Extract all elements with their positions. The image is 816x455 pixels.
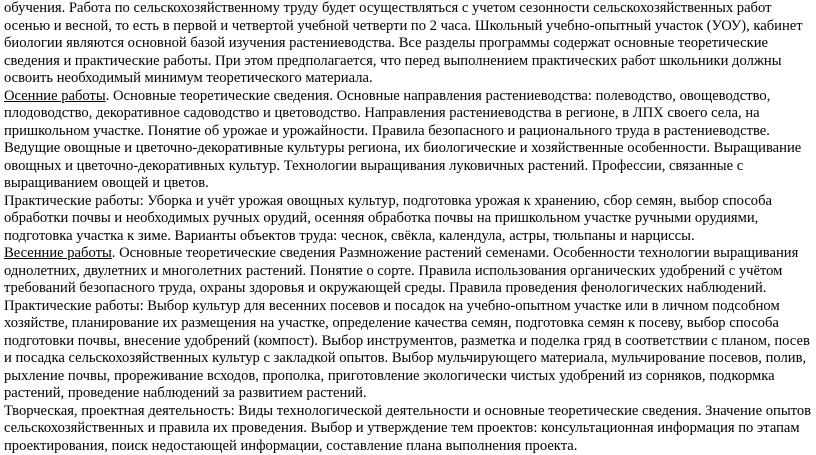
autumn-theory-paragraph	[4, 88, 812, 193]
autumn-theory-text: . Основные теоретические сведения. Основные направления растениеводства: полеводство, овощеводство, плодоводство, декоративное садоводство и цветоводство. Направления растениеводства в регионе, в ЛПХ своего села, на пришкольном участке. Понятие об урожае и урожайности. Правила безопасного и рационального труда в растениеводстве. Ведущие овощные и цветочно-декоративные культуры региона, их биологические и хозяйственные особенности. Выращивание овощных и цветочно-декоративных культур. Технологии выращивания луковичных растений. Профессии, связанные с выращиванием овощей и цветов.	[4, 88, 801, 192]
autumn-works-heading: Осенние работы	[4, 88, 106, 104]
spring-practical-paragraph: Практические работы: Выбор культур для весенних посевов и посадок на учебно-опытном участке или в личном подсобном хозяйстве, планирование их размещения на участке, определение качества семян, подготовка семян к посеву, выбор способа подготовки почвы, внесение удобрений (компост). Выбор инструментов, разметка и поделка гряд в соответствии с планом, посев и посадка сельскохозяйственных культур с закладкой опытов. Выбор мульчирующего материала, мульчирование посевов, полив, рыхление почвы, прореживание всходов, прополка, приготовление экологически чистых удобрений из сорняков, подкормка растений, проведение наблюдений за развитием растений.	[4, 298, 812, 403]
autumn-practical-paragraph: Практические работы: Уборка и учёт урожая овощных культур, подготовка урожая к хранению, сбор семян, выбор способа обработки почвы и необходимых ручных орудий, осенняя обработка почвы на пришкольном участке ручными орудиями, подготовка участка к зиме. Варианты объектов труда: чеснок, свёкла, календула, астры, тюльпаны и нарциссы.	[4, 193, 812, 246]
spring-theory-text: . Основные теоретические сведения Размножение растений семенами. Особенности технологии выращивания однолетних, двулетних и многолетних растений. Понятие о сорте. Правила использования органических удобрений с учётом требований безопасного труда, охраны здоровья и окружающей среды. Правила проведения фенологических наблюдений.	[4, 245, 798, 296]
intro-paragraph: обучения. Работа по сельскохозяйственному труду будет осуществляться с учетом сезонности сельскохозяйственных работ осенью и весной, то есть в первой и четвертой учебной четверти по 2 часа. Школьный учебно-опытный участок (УОУ), кабинет биологии являются основной базой изучения растениеводства. Все разделы программы содержат основные теоретические сведения и практические работы. При этом предполагается, что перед выполнением практических работ школьники должны освоить необходимый минимум теоретического материала.	[4, 0, 812, 88]
spring-works-heading: Весенние работы	[4, 245, 112, 261]
spring-theory-paragraph	[4, 245, 812, 298]
creative-project-paragraph: Творческая, проектная деятельность: Виды технологической деятельности и основные теоретические сведения. Значение опытов сельскохозяйственных и правила их проведения. Выбор и утверждение тем проектов: консультационная информация по этапам проектирования, поиск недостающей информации, составление плана выполнения проекта.	[4, 403, 812, 455]
